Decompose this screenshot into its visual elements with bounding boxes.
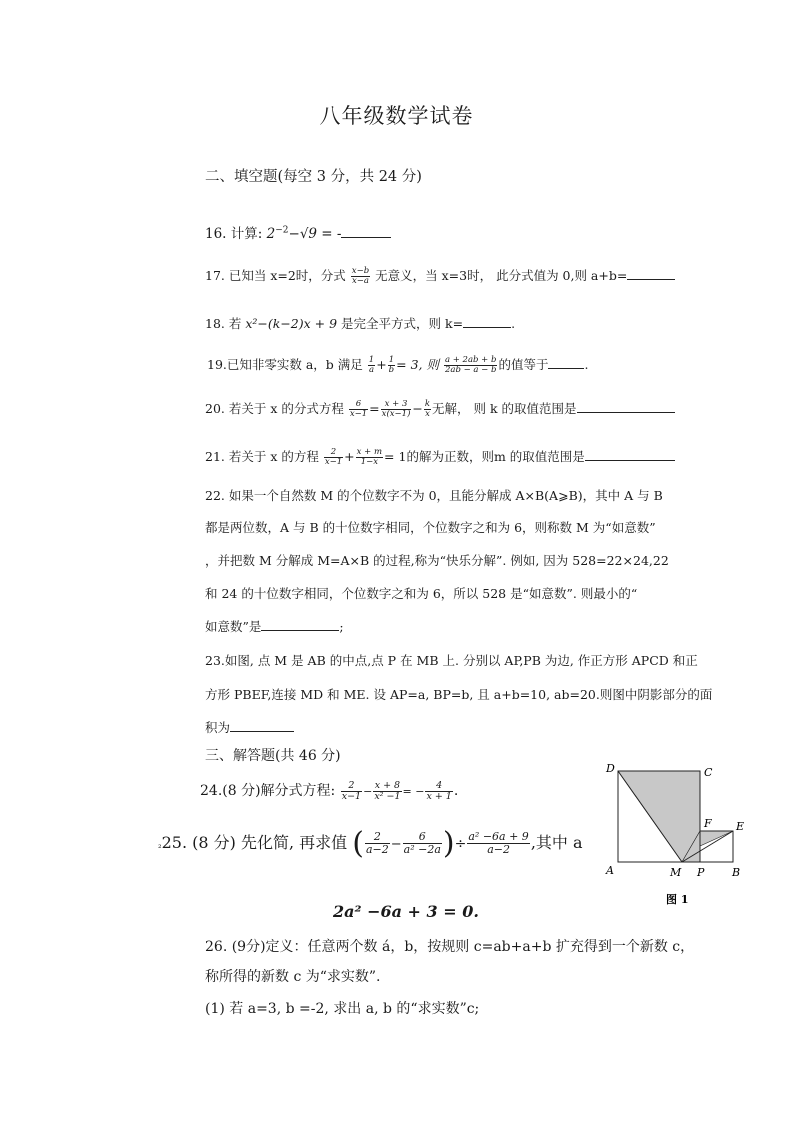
answer-blank[interactable]	[627, 267, 675, 280]
question-text: 17. 已知当 x=2时，分式	[205, 268, 346, 283]
question-text: 25. (8 分) 先化简, 再求值	[161, 833, 348, 852]
question-22-line-5: 如意数”是 ;	[205, 619, 344, 634]
label-d: D	[606, 762, 615, 775]
fraction: $\frac{2}{x-1}$	[341, 779, 362, 802]
question-text: = 1的解为正数，则m 的取值范围是	[384, 449, 585, 464]
question-text: 的值等于	[498, 357, 549, 372]
question-19: 19.已知非零实数 a，b 满足 $\frac{1}{a}$ + $\frac{1}{b}$ = 3, 则 $\frac{a + 2ab + b}{2ab - a - b}$ 的值等于 .	[207, 355, 589, 375]
math-expression: x²−(k−2)x + 9	[245, 316, 338, 331]
fraction: $\frac{6}{\text{a² −2a}}$	[403, 830, 441, 856]
question-text: 无解， 则 k 的取值范围是	[432, 401, 577, 416]
fraction: $\frac{4}{x + 1}$	[426, 779, 452, 802]
figure-caption: 图 1	[666, 893, 689, 906]
question-text: 24.(8 分)解分式方程:	[200, 783, 336, 799]
figure-squares-diagram	[600, 758, 760, 910]
question-text: 如意数”是	[205, 619, 262, 634]
question-text: ,其中 a	[530, 833, 583, 852]
label-c: C	[704, 766, 713, 779]
label-b: B	[732, 866, 741, 879]
question-text: 20. 若关于 x 的分式方程	[205, 401, 344, 416]
answer-blank[interactable]	[548, 356, 584, 369]
question-22-line-2: 都是两位数，A 与 B 的十位数字相同，个位数字之和为 6，则称数 M 为“如意数”	[205, 520, 656, 535]
fraction: $\frac{1}{a}$	[368, 355, 375, 375]
margin-mark: ₂	[158, 841, 162, 851]
question-22-line-3: ，并把数 M 分解成 M=A×B 的过程,称为“快乐分解”. 例如, 因为 528=22×24,22	[205, 553, 669, 568]
fraction: $\frac{2}{a-2}$	[365, 830, 389, 856]
answer-blank[interactable]	[341, 225, 391, 238]
fraction: $\frac{x + m}{1-x}$	[356, 447, 383, 467]
question-text: 无意义，当 x=3时， 此分式值为 0,则 a+b=	[375, 268, 628, 283]
question-23-line-3	[205, 718, 294, 736]
label-p: P	[697, 866, 705, 879]
question-text: 21. 若关于 x 的方程	[205, 449, 319, 464]
question-text: 积为	[205, 720, 231, 735]
question-26-line-1: 26. (9分)定义：任意两个数 á，b，按规则 c=ab+a+b 扩充得到一个新数 c，	[205, 939, 695, 955]
question-20: 20. 若关于 x 的分式方程 $\frac{6}{x-1}$ = $\frac{x + 3}{x(x-1)}$ − $\frac{k}{x}$ 无解， 则 k 的取值范围是	[205, 399, 675, 419]
answer-blank[interactable]	[261, 618, 339, 631]
question-24: 24.(8 分)解分式方程: $\frac{2}{x-1}$ − $\frac{x + 8}{\text{x² −1}}$ = − $\frac{4}{x + 1}$ .	[200, 779, 459, 802]
question-23-line-2: 方形 PBEF,连接 MD 和 ME. 设 AP=a, BP=b, 且 a+b=10, ab=20.则图中阴影部分的面	[205, 687, 713, 702]
question-21: 21. 若关于 x 的方程 $\frac{2}{x-1}$ + $\frac{x + m}{1-x}$ = 1的解为正数，则m 的取值范围是	[205, 447, 675, 467]
question-number: 16.	[205, 226, 227, 242]
question-26-line-3: (1) 若 a=3, b =-2, 求出 a, b 的“求实数”c;	[205, 1001, 480, 1017]
expr-exponent: −2	[275, 225, 289, 236]
question-22-line-1: 22. 如果一个自然数 M 的个位数字不为 0，且能分解成 A×B(A⩾B)，其中 A 与 B	[205, 488, 663, 503]
question-text: 19.已知非零实数 a，b 满足	[207, 357, 363, 372]
fraction: $\frac{6}{x-1}$	[349, 399, 368, 419]
fraction: $\frac{x + 8}{\text{x² −1}}$	[374, 779, 401, 802]
question-25: ₂25. (8 分) 先化简, 再求值 ( $\frac{2}{a-2}$ − $\frac{6}{\text{a² −2a}}$ )÷ $\frac{\text{a² −6a + 9}}{a-2}$ ,其中 a	[158, 826, 583, 861]
label-m: M	[670, 866, 682, 879]
section-answer-heading: 三、解答题(共 46 分)	[205, 748, 341, 764]
question-25-condition: 2a² −6a + 3 = 0.	[333, 902, 479, 921]
fraction: $\frac{a + 2ab + b}{2ab - a - b}$	[444, 355, 497, 375]
shaded-region-small	[700, 831, 733, 846]
expr-rest: −√9 = -	[288, 226, 342, 242]
fraction: $\frac{1}{b}$	[388, 355, 395, 375]
label-f: F	[704, 817, 712, 830]
question-26-line-2: 称所得的新数 c 为“求实数”.	[205, 969, 381, 985]
answer-blank[interactable]	[230, 719, 294, 732]
expr-base: 2	[266, 226, 276, 242]
question-16	[205, 222, 391, 242]
fraction: $\frac{\text{a² −6a + 9}}{a-2}$	[468, 830, 529, 856]
fraction: $\frac{x + 3}{x(x-1)}$	[381, 399, 411, 419]
fraction: $\frac{x-b}{x-a}$	[351, 266, 370, 286]
shaded-region-upper	[618, 771, 700, 862]
question-text: 计算:	[230, 226, 263, 242]
answer-blank[interactable]	[463, 315, 511, 328]
question-23-line-1: 23.如图, 点 M 是 AB 的中点,点 P 在 MB 上. 分别以 AP,PB 为边, 作正方形 APCD 和正	[205, 653, 698, 668]
question-17	[205, 266, 675, 286]
question-text: 18. 若	[205, 316, 242, 331]
page-title: 八年级数学试卷	[319, 104, 474, 128]
label-e: E	[736, 820, 745, 833]
question-18: 18. 若 x²−(k−2)x + 9 是完全平方式，则 k= .	[205, 316, 516, 331]
answer-blank[interactable]	[577, 400, 675, 413]
question-text: 是完全平方式，则 k=	[341, 316, 464, 331]
fraction: $\frac{k}{x}$	[424, 399, 431, 419]
question-22-line-4: 和 24 的十位数字相同，个位数字之和为 6，所以 528 是“如意数”. 则最小的“	[205, 586, 638, 601]
fraction: $\frac{2}{x-1}$	[324, 447, 343, 467]
section-fill-blank-heading: 二、填空题(每空 3 分，共 24 分)	[205, 169, 422, 185]
label-a: A	[606, 864, 614, 877]
answer-blank[interactable]	[585, 448, 675, 461]
